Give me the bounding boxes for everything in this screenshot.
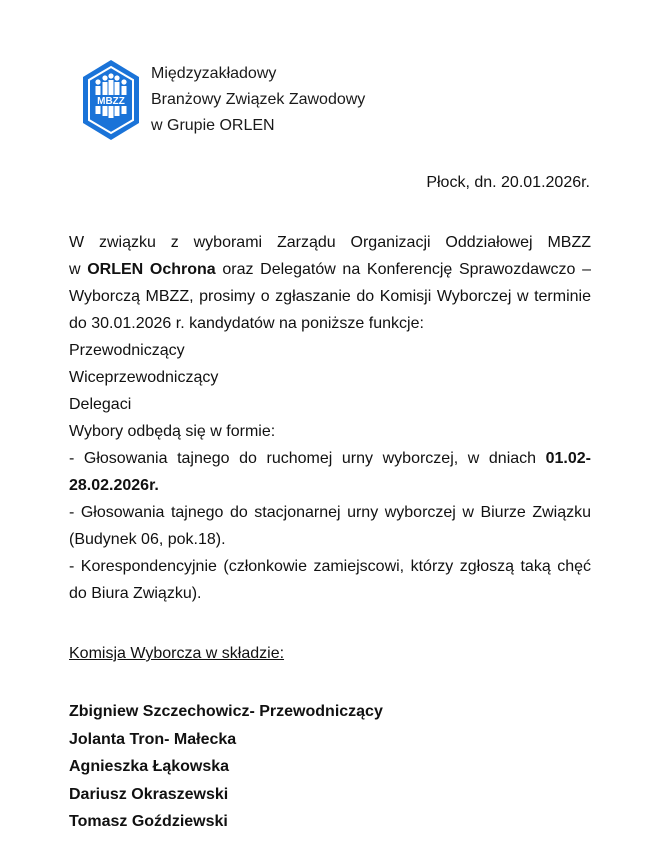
org-name-line: Międzyzakładowy bbox=[151, 65, 277, 82]
voting-item bbox=[69, 472, 591, 499]
voting-item: - Korespondencyjnie (członkowie zamiejscowi, którzy zgłoszą taką chęć bbox=[69, 558, 591, 575]
intro-line: do 30.01.2026 r. kandydatów na poniższe funkcje: bbox=[69, 315, 424, 332]
mbzz-logo bbox=[81, 58, 141, 142]
member-name: Agnieszka Łąkowska bbox=[69, 758, 230, 775]
voting-item: (Budynek 06, pok.18). bbox=[69, 531, 226, 548]
company-name: ORLEN Ochrona bbox=[87, 261, 216, 278]
intro-text: w bbox=[69, 261, 88, 278]
svg-text:MBZZ: MBZZ bbox=[97, 96, 125, 107]
voting-item: - Głosowania tajnego do stacjonarnej urny wyborczej w Biurze Związku bbox=[69, 504, 591, 521]
commission-heading: Komisja Wyborcza w składzie: bbox=[69, 645, 285, 662]
voting-dates: 28.02.2026r. bbox=[69, 477, 159, 494]
intro-text: oraz Delegatów na Konferencję Sprawozdawczo – bbox=[215, 261, 592, 278]
function-item: Przewodniczący bbox=[69, 342, 185, 359]
member-name: Jolanta Tron- Małecka bbox=[69, 730, 237, 748]
voting-item bbox=[69, 445, 591, 472]
intro-line: Wyborczą MBZZ, prosimy o zgłaszanie do Komisji Wyborczej w terminie bbox=[69, 288, 591, 305]
document-body bbox=[69, 229, 591, 607]
org-name-line: w Grupie ORLEN bbox=[151, 117, 275, 134]
function-item: Delegaci bbox=[69, 396, 132, 413]
voting-intro: Wybory odbędą się w formie: bbox=[69, 423, 276, 440]
voting-text: - Głosowania tajnego do ruchomej urny wyborczej, w dniach bbox=[69, 450, 546, 467]
commission-members bbox=[69, 698, 383, 836]
function-item: Wiceprzewodniczący bbox=[69, 369, 219, 386]
hexagon-logo-icon bbox=[81, 58, 141, 142]
document-date: Płock, dn. 20.01.2026r. bbox=[426, 174, 590, 191]
voting-dates: 01.02- bbox=[545, 450, 591, 467]
member-name: Zbigniew Szczechowicz- Przewodniczący bbox=[69, 703, 383, 720]
intro-line bbox=[69, 256, 591, 283]
organization-name bbox=[151, 61, 365, 139]
org-name-line: Branżowy Związek Zawodowy bbox=[151, 91, 366, 108]
member-name: Tomasz Goździewski bbox=[69, 813, 228, 830]
intro-line: W związku z wyborami Zarządu Organizacji Oddziałowej MBZZ bbox=[69, 234, 591, 251]
member-name: Dariusz Okraszewski bbox=[69, 785, 229, 803]
voting-item: do Biura Związku). bbox=[69, 585, 202, 602]
